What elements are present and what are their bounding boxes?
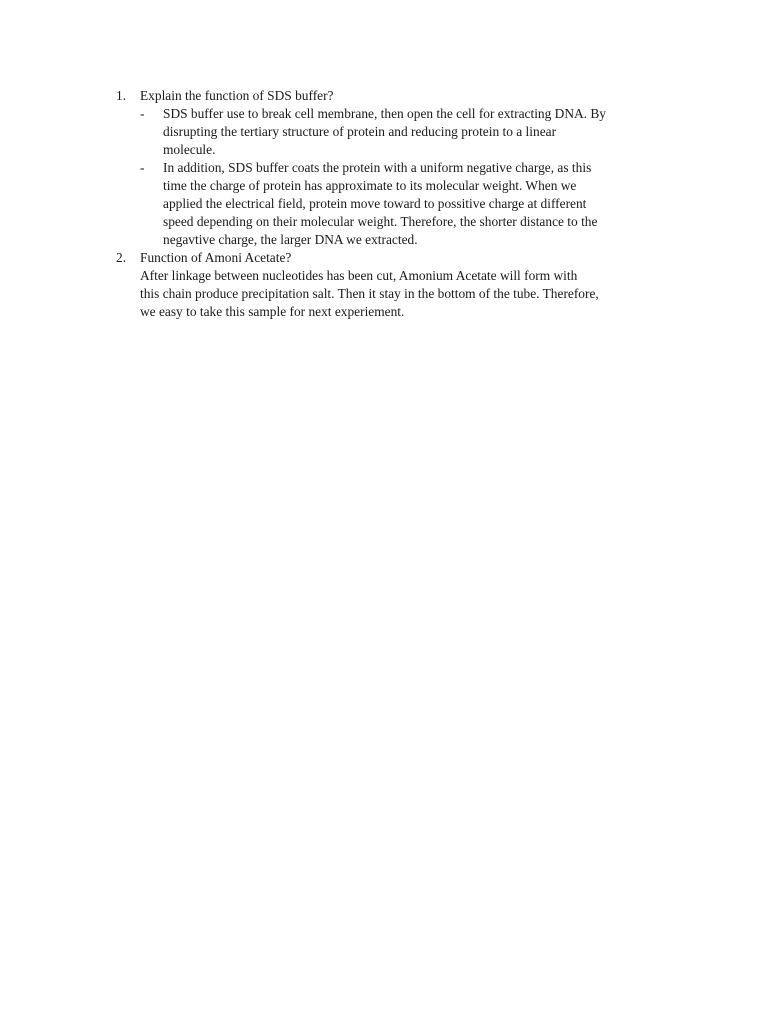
paragraph-line: negavtive charge, the larger DNA we extracted. [163, 232, 418, 247]
document-body [116, 87, 686, 321]
question-number: 1. [116, 88, 127, 103]
paragraph-line: speed depending on their molecular weight. Therefore, the shorter distance to the [163, 214, 598, 229]
paragraph-line: time the charge of protein has approximate to its molecular weight. When we [163, 178, 577, 193]
answer-bullet-2 [140, 159, 686, 249]
bullet-dash: - [140, 160, 145, 175]
paragraph-line: After linkage between nucleotides has been cut, Amonium Acetate will form with [140, 268, 578, 283]
paragraph-line: this chain produce precipitation salt. Then it stay in the bottom of the tube. Therefore, [140, 286, 599, 301]
question-number: 2. [116, 250, 127, 265]
question-title: Explain the function of SDS buffer? [140, 88, 334, 103]
paragraph-line: we easy to take this sample for next experiement. [140, 304, 405, 319]
paragraph-line: In addition, SDS buffer coats the protein with a uniform negative charge, as this [163, 160, 592, 175]
paragraph-line: SDS buffer use to break cell membrane, then open the cell for extracting DNA. By [163, 106, 606, 121]
paragraph-line: applied the electrical field, protein move toward to possitive charge at different [163, 196, 587, 211]
question-title: Function of Amoni Acetate? [140, 250, 292, 265]
paragraph-line: disrupting the tertiary structure of protein and reducing protein to a linear [163, 124, 557, 139]
answer-bullet-1 [140, 105, 686, 159]
paragraph-line: molecule. [163, 142, 216, 157]
question-1 [116, 87, 686, 249]
question-2 [116, 249, 686, 321]
bullet-dash: - [140, 106, 145, 121]
